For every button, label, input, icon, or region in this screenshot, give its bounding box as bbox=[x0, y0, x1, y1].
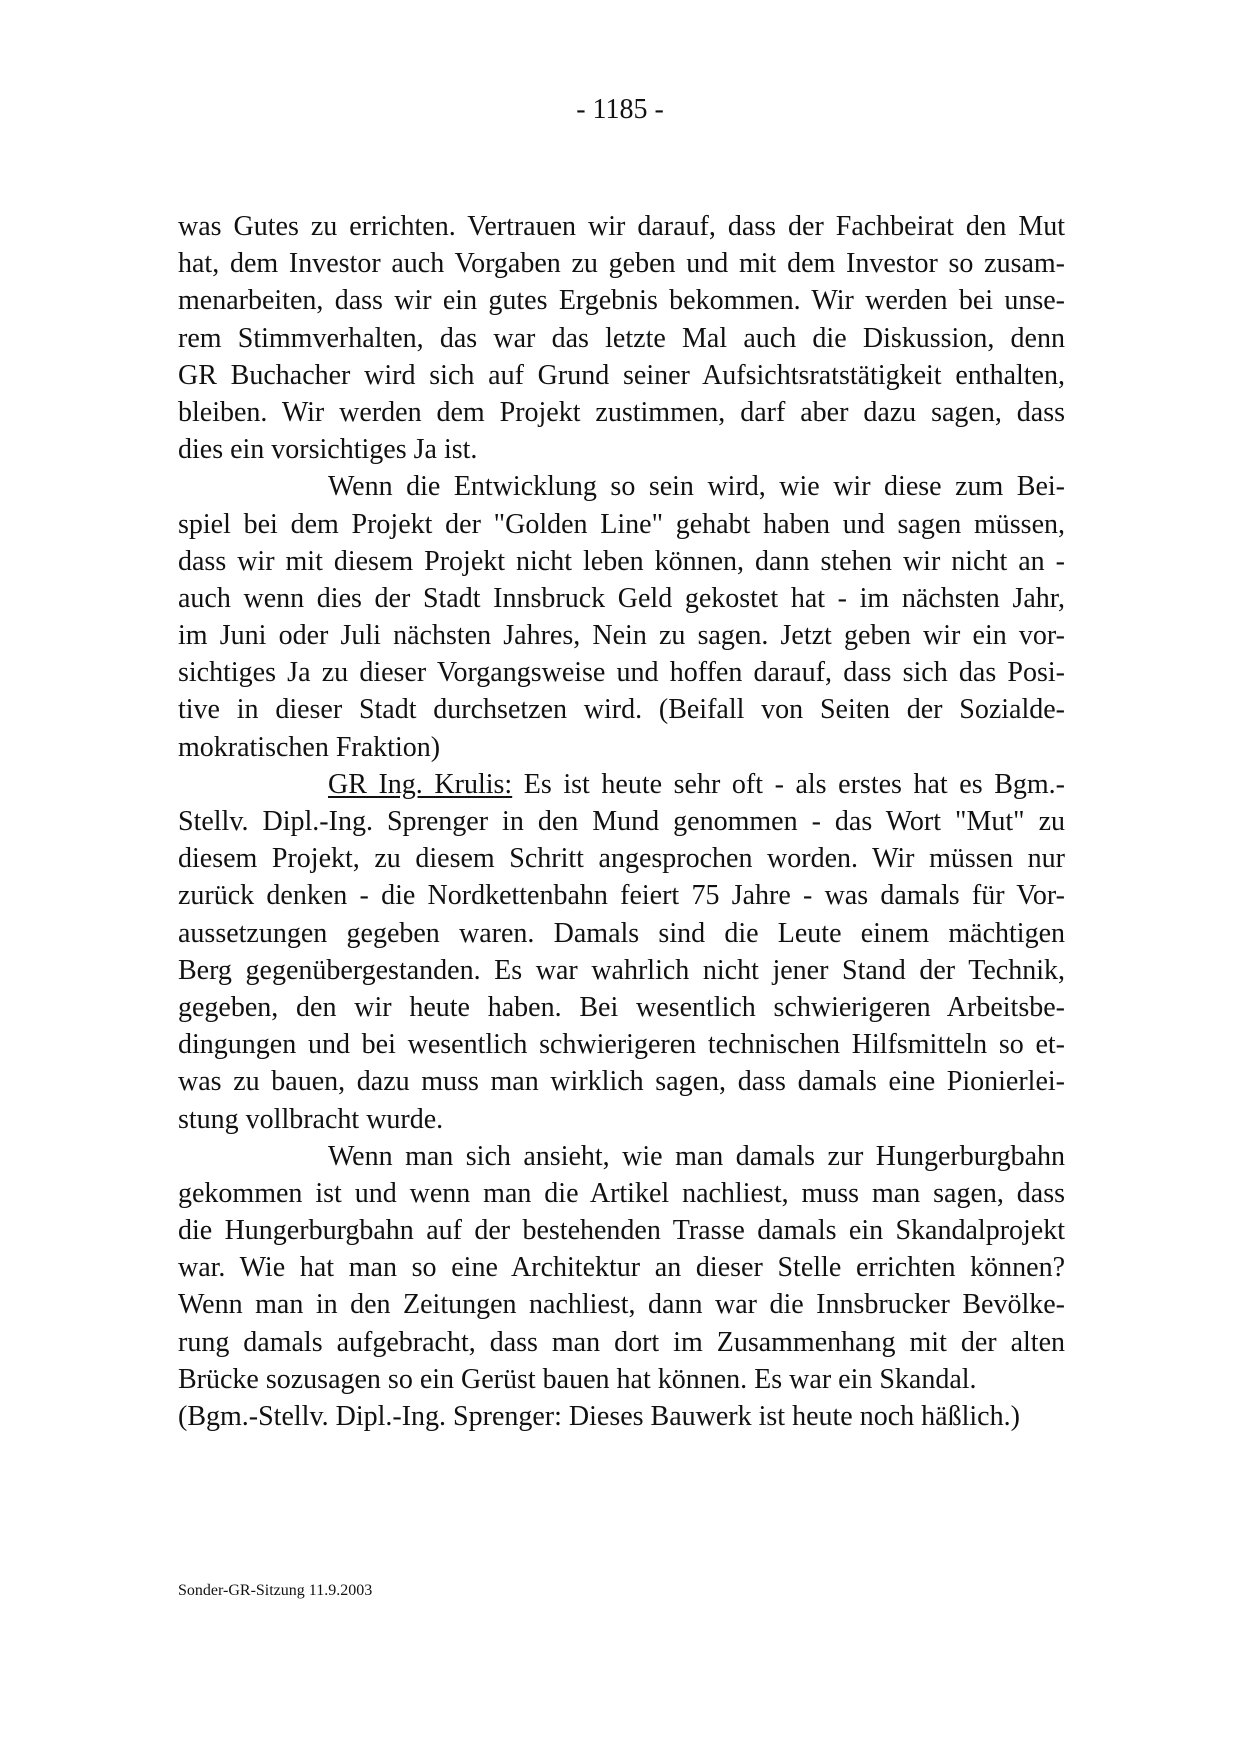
text-line: war. Wie hat man so eine Architektur an dieser Stelle errichten können? bbox=[178, 1252, 1065, 1284]
text-line: mokratischen Fraktion) bbox=[178, 731, 441, 763]
text-line: sichtiges Ja zu dieser Vorgangsweise und hoffen darauf, dass sich das Posi- bbox=[178, 657, 1065, 689]
text-line: rem Stimmverhalten, das war das letzte Mal auch die Diskussion, denn bbox=[178, 322, 1065, 354]
text-line: auch wenn dies der Stadt Innsbruck Geld gekostet hat - im nächsten Jahr, bbox=[178, 582, 1065, 614]
text-line: zurück denken - die Nordkettenbahn feiert 75 Jahre - was damals für Vor- bbox=[178, 880, 1065, 912]
text-line: GR Buchacher wird sich auf Grund seiner Aufsichtsratstätigkeit enthalten, bbox=[178, 359, 1065, 391]
text-line: stung vollbracht wurde. bbox=[178, 1103, 444, 1135]
text-line: bleiben. Wir werden dem Projekt zustimmen, darf aber dazu sagen, dass bbox=[178, 396, 1065, 428]
text-line: gegeben, den wir heute haben. Bei wesentlich schwierigeren Arbeitsbe- bbox=[178, 991, 1065, 1023]
text-line: Wenn man in den Zeitungen nachliest, dann war die Innsbrucker Bevölke- bbox=[178, 1289, 1065, 1321]
speaker-name: GR Ing. Krulis: bbox=[328, 768, 513, 800]
text-line: aussetzungen gegeben waren. Damals sind die Leute einem mächtigen bbox=[178, 917, 1065, 949]
text-line: Wenn man sich ansieht, wie man damals zur Hungerburgbahn bbox=[328, 1140, 1065, 1172]
text-line: was zu bauen, dazu muss man wirklich sagen, dass damals eine Pionierlei- bbox=[178, 1066, 1065, 1098]
speaker-line-text: Es ist heute sehr oft - als erstes hat es Bgm.- bbox=[512, 768, 1065, 800]
text-line: gekommen ist und wenn man die Artikel nachliest, muss man sagen, dass bbox=[178, 1177, 1065, 1209]
text-line: die Hungerburgbahn auf der bestehenden Trasse damals ein Skandalprojekt bbox=[178, 1215, 1065, 1247]
text-line: tive in dieser Stadt durchsetzen wird. (Beifall von Seiten der Sozialde- bbox=[178, 694, 1065, 726]
body-text bbox=[178, 208, 1065, 1435]
text-line: hat, dem Investor auch Vorgaben zu geben und mit dem Investor so zusam- bbox=[178, 248, 1065, 280]
speaker-paragraph-line bbox=[178, 766, 1065, 803]
text-line: spiel bei dem Projekt der "Golden Line" gehabt haben und sagen müssen, bbox=[178, 508, 1065, 540]
text-line: rung damals aufgebracht, dass man dort im Zusammenhang mit der alten bbox=[178, 1326, 1065, 1358]
text-line: Wenn die Entwicklung so sein wird, wie wir diese zum Bei- bbox=[328, 471, 1065, 503]
text-line: dingungen und bei wesentlich schwierigeren technischen Hilfsmitteln so et- bbox=[178, 1029, 1065, 1061]
text-line: Stellv. Dipl.-Ing. Sprenger in den Mund genommen - das Wort "Mut" zu bbox=[178, 806, 1065, 837]
text-line: dies ein vorsichtiges Ja ist. bbox=[178, 434, 478, 466]
text-line: dass wir mit diesem Projekt nicht leben können, dann stehen wir nicht an - bbox=[178, 545, 1065, 577]
text-line: Berg gegenübergestanden. Es war wahrlich nicht jener Stand der Technik, bbox=[178, 954, 1065, 986]
text-line: diesem Projekt, zu diesem Schritt angesprochen worden. Wir müssen nur bbox=[178, 843, 1065, 875]
page-number: - 1185 - bbox=[576, 94, 664, 125]
text-line: was Gutes zu errichten. Vertrauen wir darauf, dass der Fachbeirat den Mut bbox=[178, 211, 1065, 242]
text-line: Brücke sozusagen so ein Gerüst bauen hat können. Es war ein Skandal. bbox=[178, 1363, 977, 1395]
text-line: im Juni oder Juli nächsten Jahres, Nein zu sagen. Jetzt geben wir ein vor- bbox=[178, 620, 1065, 652]
text-line: menarbeiten, dass wir ein gutes Ergebnis bekommen. Wir werden bei unse- bbox=[178, 285, 1065, 317]
text-line: (Bgm.-Stellv. Dipl.-Ing. Sprenger: Dieses Bauwerk ist heute noch häßlich.) bbox=[178, 1401, 1020, 1432]
footer: Sonder-GR-Sitzung 11.9.2003 bbox=[178, 1582, 373, 1599]
